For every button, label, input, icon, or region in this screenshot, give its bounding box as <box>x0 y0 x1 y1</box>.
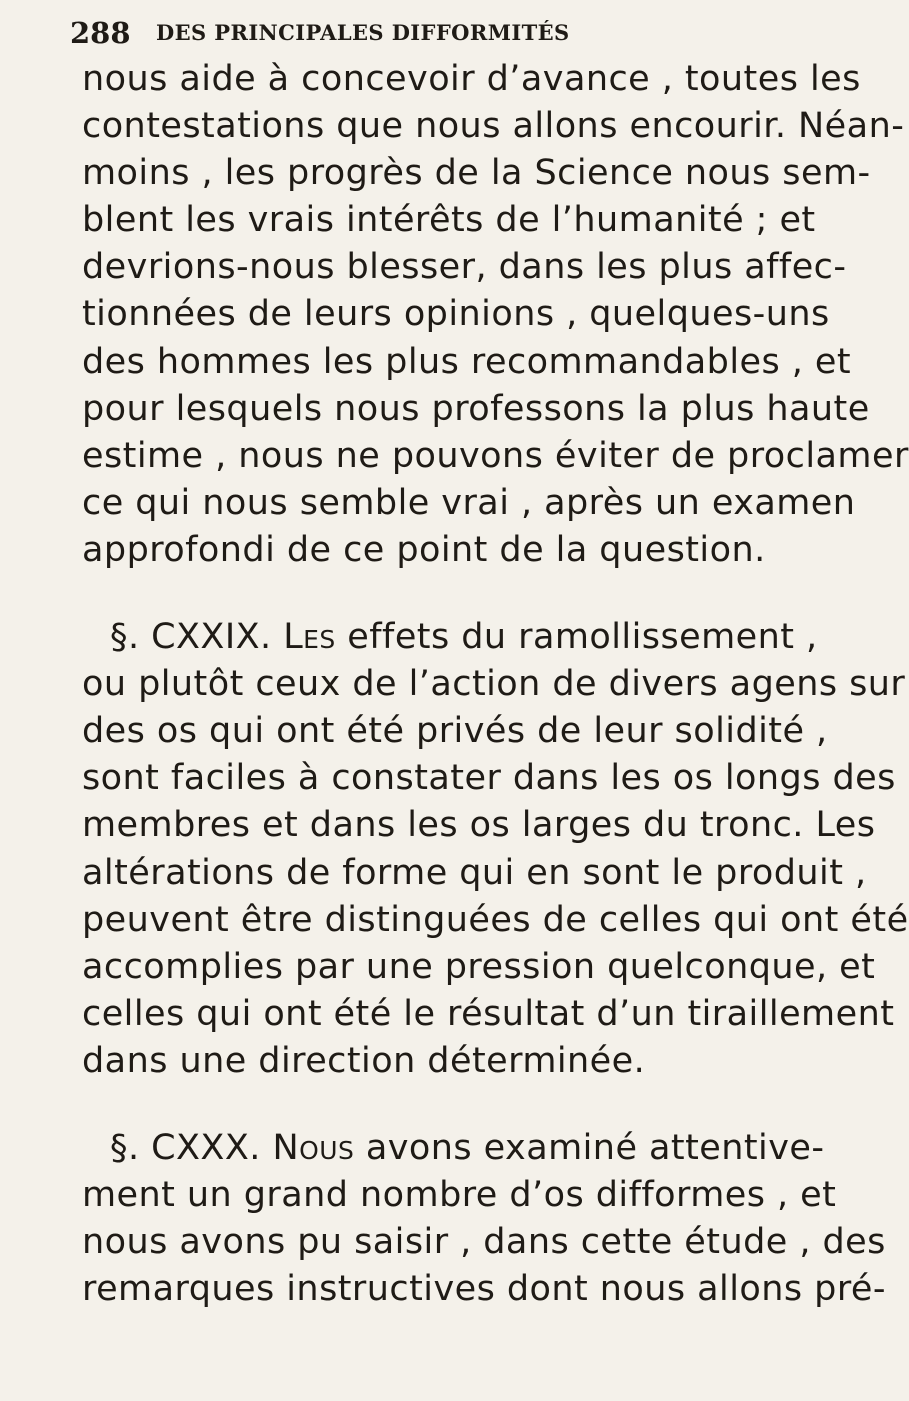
text-line: devrions-nous blesser, dans les plus affec- <box>82 247 847 288</box>
text-line: contestations que nous allons encourir. Néan- <box>82 106 905 147</box>
text-line: blent les vrais intérêts de l’humanité ; et <box>82 200 816 241</box>
running-title: DES PRINCIPALES DIFFORMITÉS <box>156 20 570 45</box>
paragraph-gap <box>82 574 772 614</box>
page-number: 288 <box>70 16 131 50</box>
running-head <box>70 16 760 50</box>
text-line: nous avons pu saisir , dans cette étude , des <box>82 1222 886 1263</box>
paragraph-cxxix <box>82 614 909 1085</box>
section-first-line-text: avons examiné attentive- <box>365 1127 825 1168</box>
section-first-line <box>82 1125 825 1172</box>
paragraph-1 <box>82 56 909 574</box>
section-first-line <box>82 614 818 661</box>
text-line: celles qui ont été le résultat d’un tiraillement <box>82 993 895 1034</box>
section-number: §. CXXX. <box>110 1127 261 1168</box>
text-line: des os qui ont été privés de leur solidité , <box>82 711 828 752</box>
section-lead-word: Les <box>283 617 336 658</box>
paragraph-gap <box>82 1085 772 1125</box>
text-line: pour lesquels nous professons la plus haute <box>82 388 870 429</box>
body-text <box>82 56 909 1313</box>
text-line: remarques instructives dont nous allons pré- <box>82 1269 886 1310</box>
text-line: membres et dans les os larges du tronc. Les <box>82 805 876 846</box>
text-line: peuvent être distinguées de celles qui ont été <box>82 899 909 940</box>
text-line: ce qui nous semble vrai , après un examen <box>82 482 856 523</box>
text-line: moins , les progrès de la Science nous sem- <box>82 153 871 194</box>
text-line: ment un grand nombre d’os difformes , et <box>82 1175 837 1216</box>
section-first-line-text: effets du ramollissement , <box>347 617 818 658</box>
text-line: des hommes les plus recommandables , et <box>82 341 852 382</box>
text-line: altérations de forme qui en sont le produit , <box>82 852 867 893</box>
text-line: approfondi de ce point de la question. <box>82 529 766 570</box>
paragraph-cxxx <box>82 1125 886 1313</box>
text-line: sont faciles à constater dans les os longs des <box>82 758 896 799</box>
text-line: estime , nous ne pouvons éviter de proclamer <box>82 435 909 476</box>
text-line: nous aide à concevoir d’avance , toutes les <box>82 59 861 99</box>
text-line: ou plutôt ceux de l’action de divers agens sur <box>82 664 906 705</box>
section-number: §. CXXIX. <box>110 617 272 658</box>
section-lead-word: Nous <box>272 1127 355 1168</box>
text-line: tionnées de leurs opinions , quelques-uns <box>82 294 830 335</box>
text-line: dans une direction déterminée. <box>82 1040 646 1081</box>
text-line: accomplies par une pression quelconque, et <box>82 946 876 987</box>
